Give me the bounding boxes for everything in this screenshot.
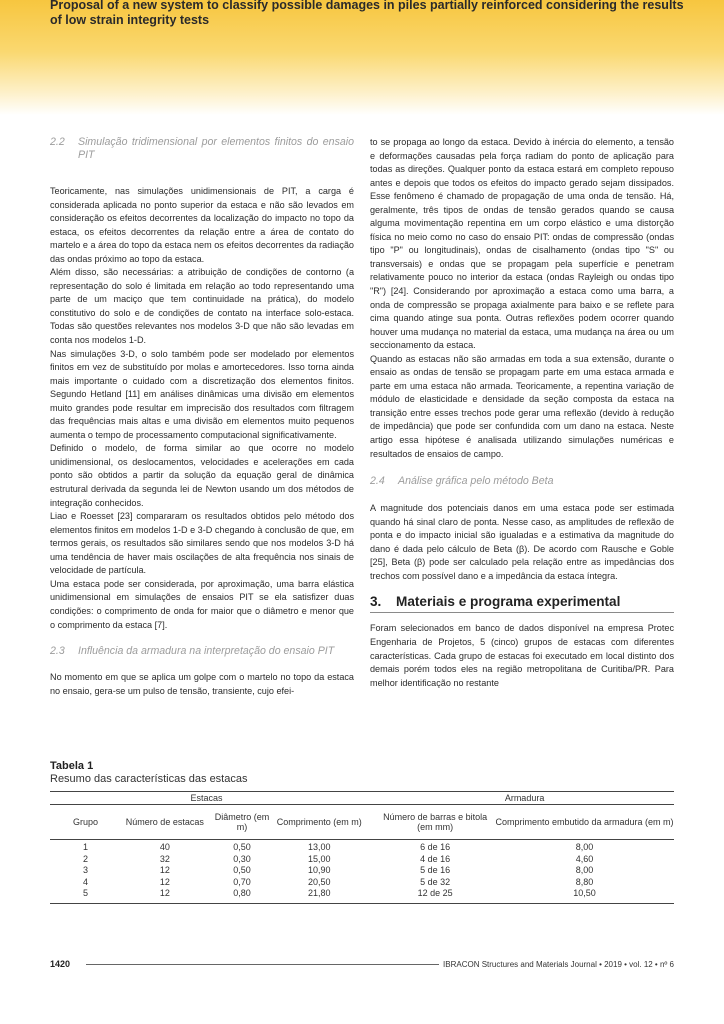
paragraph: Nas simulações 3-D, o solo também pode ser modelado por elementos finitos em vez de substituído por molas e amortecedores. Isso torna ainda mais importante o cuidado com a discretização dos elementos finitos. Segundo Hetland [11] em análises dinâmicas uma divisão em elementos muito grandes pode resultar em imprecisão dos resultados com filtragem das frequências mais altas e uma divisão em elementos muito pequenos aumenta o tempo de processamento computacional significativamente. (50, 348, 354, 440)
table-cell: 13,00 (308, 842, 331, 852)
running-header-title: Proposal of a new system to classify possible damages in piles partially reinforced considering the results of low strain integrity tests (50, 0, 684, 27)
section-title: Materiais e programa experimental (396, 594, 621, 610)
table-row (50, 888, 674, 903)
table-cell: 8,80 (575, 876, 594, 887)
table-cell: 20,50 (308, 876, 331, 887)
paragraph: Quando as estacas não são armadas em toda a sua extensão, durante o ensaio as ondas de tensão se propagam parte em uma estaca armada e parte em uma estaca não armada. Teoricamente, a repentina variação de módulo de elasticidade e densidade da seção composta da estaca na transição entre esses trechos pode gerar uma reflexão (devido à redução de impedância) que pode ser confundida com um dano na estaca. Neste artigo essa hipótese é analisada utilizando simulações numéricas e resultados de ensaios de campo. (370, 353, 674, 459)
data-table (50, 791, 674, 904)
table-cell: 4 (83, 876, 89, 887)
table-caption: Resumo das características das estacas (50, 773, 248, 785)
paragraph: No momento em que se aplica um golpe com o martelo no topo da estaca no ensaio, gera-se um pulso de tensão, transiente, cujo efei- (50, 672, 354, 696)
table-cell: 0,30 (233, 853, 251, 864)
column-header: Número de barras e bitola (em mm) (375, 805, 495, 840)
column-header: Número de estacas (121, 805, 208, 840)
table-cell: 21,80 (276, 888, 363, 903)
paragraph: Foram selecionados em banco de dados disponível na empresa Protec Engenharia de Projetos, 5 (cinco) grupos de estacas com diferentes características. Cada grupo de estacas foi executado em local distinto dos demais porém todos eles na região metropolitana de Curitiba/PR. Para melhor identificação no restante (370, 623, 674, 688)
column-header: Diâmetro (em m) (209, 805, 276, 840)
table-row (50, 877, 674, 889)
table-cell: 0,70 (233, 876, 251, 887)
journal-citation: IBRACON Structures and Materials Journal • 2019 • vol. 12 • nº 6 (439, 959, 674, 970)
table-cell: 0,80 (209, 888, 276, 903)
table-cell: 5 (50, 888, 121, 903)
paragraph: Uma estaca pode ser considerada, por aproximação, uma barra elástica unidimensional em simulações de ensaios PIT se ela satisfizer duas condições: o comprimento de onda for maior que o diâmetro e menor que o comprimento da estaca [7]. (50, 578, 354, 630)
paragraph: A magnitude dos potenciais danos em uma estaca pode ser estimada quando há sinal claro de ponta. Nesse caso, as amplitudes de reflexão de ponta e do impacto inicial são igualadas e a estimativa da magnitude do dano é dada pelo cálculo de Beta (β). De acordo com Rausche e Goble [25], Beta (β) pode ser calculado pela relação entre as impedâncias dos trechos com possível dano e a impedância da estaca íntegra. (370, 503, 674, 581)
table-label: Tabela 1 (50, 760, 94, 772)
section-heading-2-2 (50, 136, 354, 162)
section-number: 3. (370, 594, 382, 610)
table-cell: 10,50 (495, 888, 674, 903)
section-title: Influência da armadura na interpretação do ensaio PIT (78, 645, 335, 658)
table-cell: 8,00 (575, 842, 594, 852)
table-cell: 12 (159, 865, 170, 875)
table-cell: 6 de 16 (420, 842, 451, 852)
table-cell: 0,50 (233, 842, 251, 852)
paragraph: to se propaga ao longo da estaca. Devido à inércia do elemento, a tensão e deformações causadas pela força radiam do ponto de aplicação para todas as direções. Qualquer ponto da estaca estará em completo repouso antes e depois que todos os efeitos do impacto gerado sejam dissipados. Esse fenômeno é chamado de propagação de uma onda de tensão. Há, geralmente, três tipos de ondas de tensão gerados quando se causa alguma movimentação repentina em um corpo elástico e uma distorção física no meio como no caso do ensaio PIT: ondas de compressão (ondas tipo "P" ou longitudinais), ondas de cisalhamento (ondas tipo "S" ou transversais) e ondas que se propagam pela superfície e penetram relativamente pouco no interior da estaca (ondas Rayleigh ou ondas tipo "R") [24]. Considerando por aproximação a estaca como uma barra, a onda de compressão se propaga axialmente para baixo e se reflete para cima quando atinge sua ponta. Outras reflexões podem ocorrer quando houver uma mudança no material da estaca, uma mudança na área ou um seccionamento da estaca. (370, 137, 674, 351)
table-cell: 4,60 (575, 853, 594, 864)
table-block (50, 760, 674, 904)
column-header: Grupo (50, 805, 121, 840)
paragraph: Liao e Roesset [23] compararam os resultados obtidos pelo método dos elementos finitos em modelos 1-D e 3-D chegando à conclusão de que, em termos gerais, os resultados são similares sendo que nos modelos 3-D há uma tendência de haver mais oscilações de alta frequência nos sinais de velocidade de partícula. (50, 511, 354, 576)
table-cell: 10,90 (308, 865, 331, 875)
section-title: Análise gráfica pelo método Beta (398, 475, 554, 488)
group-header-estacas: Estacas (50, 792, 363, 805)
section-number: 2.4 (370, 475, 385, 488)
page-number: 1420 (50, 959, 74, 970)
table-row (50, 854, 674, 866)
column-header: Comprimento (em m) (276, 805, 363, 840)
table-row (50, 840, 674, 854)
table-cell: 15,00 (308, 853, 331, 864)
section-heading-3 (370, 593, 674, 611)
table-cell: 1 (83, 842, 89, 852)
table-cell: 12 (159, 876, 170, 887)
section-number: 2.2 (50, 136, 65, 148)
group-header-armadura: Armadura (375, 792, 674, 805)
section-heading-2-4 (370, 475, 674, 488)
table-cell: 4 de 16 (420, 853, 451, 864)
paragraph: Além disso, são necessárias: a atribuição de condições de contorno (a representação do solo é limitada em relação ao todo representando uma parte de um maciço que tem continuidade na prática), do modelo constitutivo do solo e de condições de contato na interface solo-estaca. Todas são questões relevantes nos modelos 3-D que não são levadas em conta nos modelos 1-D. (50, 267, 354, 346)
table-cell: 32 (159, 853, 170, 864)
column-header: Comprimento embutido da armadura (em m) (495, 805, 674, 840)
table-cell: 5 de 16 (420, 865, 451, 875)
table-cell: 40 (159, 842, 170, 852)
section-number: 2.3 (50, 645, 65, 658)
table-cell: 12 de 25 (375, 888, 495, 903)
section-title: Simulação tridimensional por elementos finitos do ensaio PIT (78, 136, 354, 161)
table-cell: 2 (83, 853, 89, 864)
table-cell: 8,00 (575, 865, 594, 875)
right-column (370, 136, 674, 690)
section-heading-2-3 (50, 645, 354, 658)
table-cell: 5 de 32 (420, 876, 451, 887)
table-cell: 3 (83, 865, 89, 875)
left-column (50, 136, 354, 698)
paragraph: Definido o modelo, de forma similar ao que ocorre no modelo unidimensional, os deslocamentos, velocidades e acelerações em cada ponto são obtidos a partir da solução da equação geral de dinâmica estrutural derivada da segunda lei de Newton usando um dos métodos de integração conhecidos. (50, 443, 354, 508)
table-cell: 0,50 (233, 865, 251, 875)
table-cell: 12 (121, 888, 208, 903)
table-row (50, 865, 674, 877)
paragraph: Teoricamente, nas simulações unidimensionais de PIT, a carga é considerada aplicada no ponto superior da estaca e não são levados em consideração os efeitos decorrentes da localização do impacto no topo da estaca, os efeitos decorrentes da relação entre a área de contato do martelo e a área do topo da estaca nem os efeitos decorrentes da radiação das ondas próximo ao topo da estaca. (50, 186, 354, 264)
